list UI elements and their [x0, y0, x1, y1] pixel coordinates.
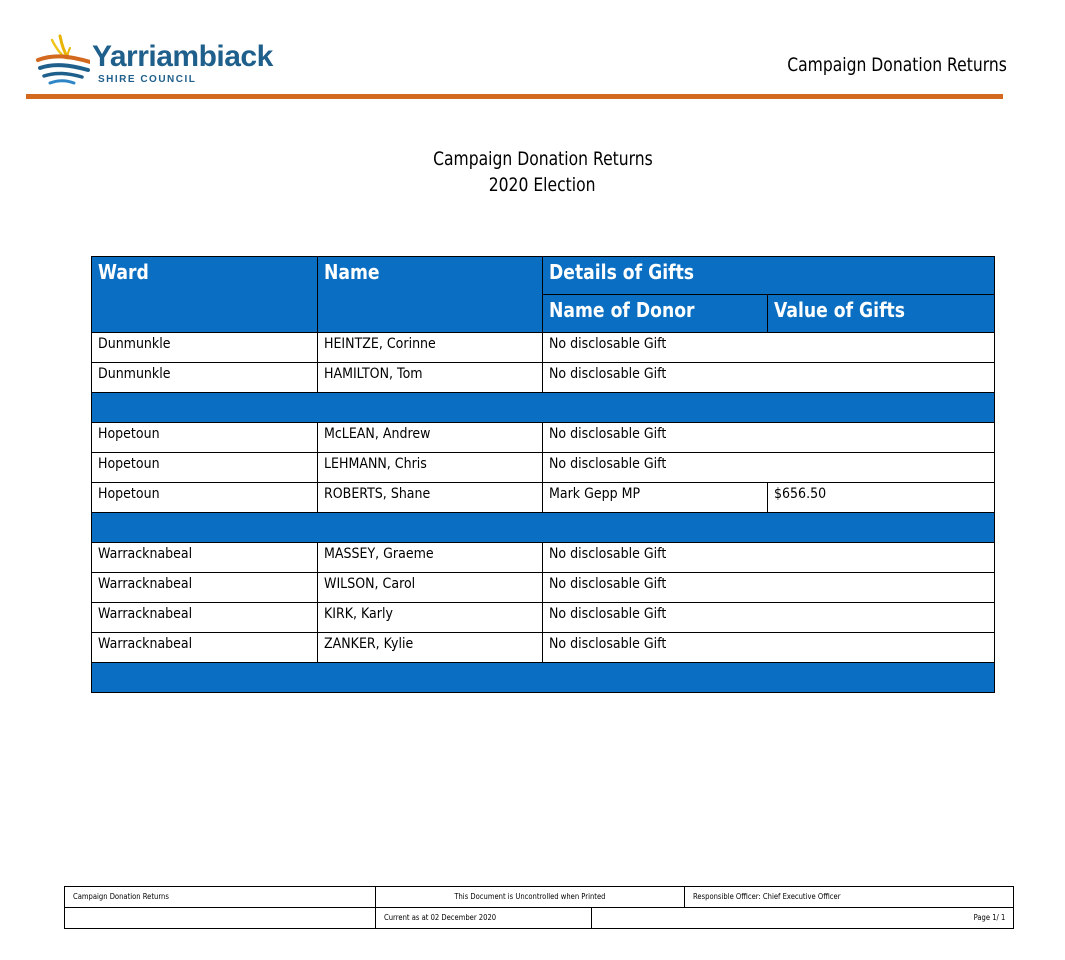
logo-subtitle: SHIRE COUNCIL — [98, 74, 197, 85]
name-cell: WILSON, Carol — [318, 573, 543, 603]
document-subtitle: 2020 Election — [489, 174, 596, 196]
donor-cell: No disclosable Gift — [543, 363, 995, 393]
table-row — [92, 543, 995, 573]
name-cell: HAMILTON, Tom — [318, 363, 543, 393]
column-header-donor: Name of Donor — [543, 295, 768, 333]
donor-cell: No disclosable Gift — [543, 423, 995, 453]
group-separator-row — [92, 513, 995, 543]
name-cell: KIRK, Karly — [318, 603, 543, 633]
footer-doc-name: Campaign Donation Returns — [65, 887, 376, 908]
group-separator-row — [92, 393, 995, 423]
table-row — [92, 333, 995, 363]
group-separator-row — [92, 663, 995, 693]
wheat-wave-logo-icon — [34, 32, 90, 88]
name-cell: MASSEY, Graeme — [318, 543, 543, 573]
donor-cell: No disclosable Gift — [543, 333, 995, 363]
name-cell: LEHMANN, Chris — [318, 453, 543, 483]
name-cell: McLEAN, Andrew — [318, 423, 543, 453]
table-row — [92, 603, 995, 633]
table-row — [92, 453, 995, 483]
table-row — [92, 573, 995, 603]
column-header-details-of-gifts: Details of Gifts — [543, 257, 995, 295]
donor-cell: No disclosable Gift — [543, 453, 995, 483]
donor-cell: No disclosable Gift — [543, 633, 995, 663]
footer-uncontrolled-notice: This Document is Uncontrolled when Printed — [376, 887, 685, 908]
ward-cell: Hopetoun — [92, 423, 318, 453]
table-row — [92, 423, 995, 453]
ward-cell: Hopetoun — [92, 453, 318, 483]
column-header-value: Value of Gifts — [768, 295, 995, 333]
document-footer — [64, 886, 1014, 929]
header-title: Campaign Donation Returns — [787, 54, 1007, 76]
column-header-ward: Ward — [92, 257, 318, 333]
ward-cell: Warracknabeal — [92, 633, 318, 663]
document-title: Campaign Donation Returns — [432, 148, 653, 170]
footer-responsible-officer: Responsible Officer: Chief Executive Officer — [685, 887, 1014, 908]
value-cell: $656.50 — [768, 483, 995, 513]
header-divider — [26, 94, 1003, 99]
council-logo — [34, 32, 294, 88]
donor-cell: No disclosable Gift — [543, 573, 995, 603]
footer-empty-cell — [65, 908, 376, 929]
name-cell: ZANKER, Kylie — [318, 633, 543, 663]
donor-cell: No disclosable Gift — [543, 543, 995, 573]
table-row — [92, 363, 995, 393]
ward-cell: Warracknabeal — [92, 573, 318, 603]
ward-cell: Hopetoun — [92, 483, 318, 513]
table-row — [92, 633, 995, 663]
ward-cell: Warracknabeal — [92, 543, 318, 573]
logo-wordmark: Yarriambiack — [92, 40, 273, 73]
donations-table — [91, 256, 995, 693]
donor-cell: No disclosable Gift — [543, 603, 995, 633]
name-cell: ROBERTS, Shane — [318, 483, 543, 513]
ward-cell: Dunmunkle — [92, 333, 318, 363]
table-row — [92, 483, 995, 513]
footer-page-number: Page 1/ 1 — [592, 908, 1014, 929]
footer-current-date: Current as at 02 December 2020 — [376, 908, 592, 929]
donor-cell: Mark Gepp MP — [543, 483, 768, 513]
ward-cell: Warracknabeal — [92, 603, 318, 633]
ward-cell: Dunmunkle — [92, 363, 318, 393]
name-cell: HEINTZE, Corinne — [318, 333, 543, 363]
column-header-name: Name — [318, 257, 543, 333]
